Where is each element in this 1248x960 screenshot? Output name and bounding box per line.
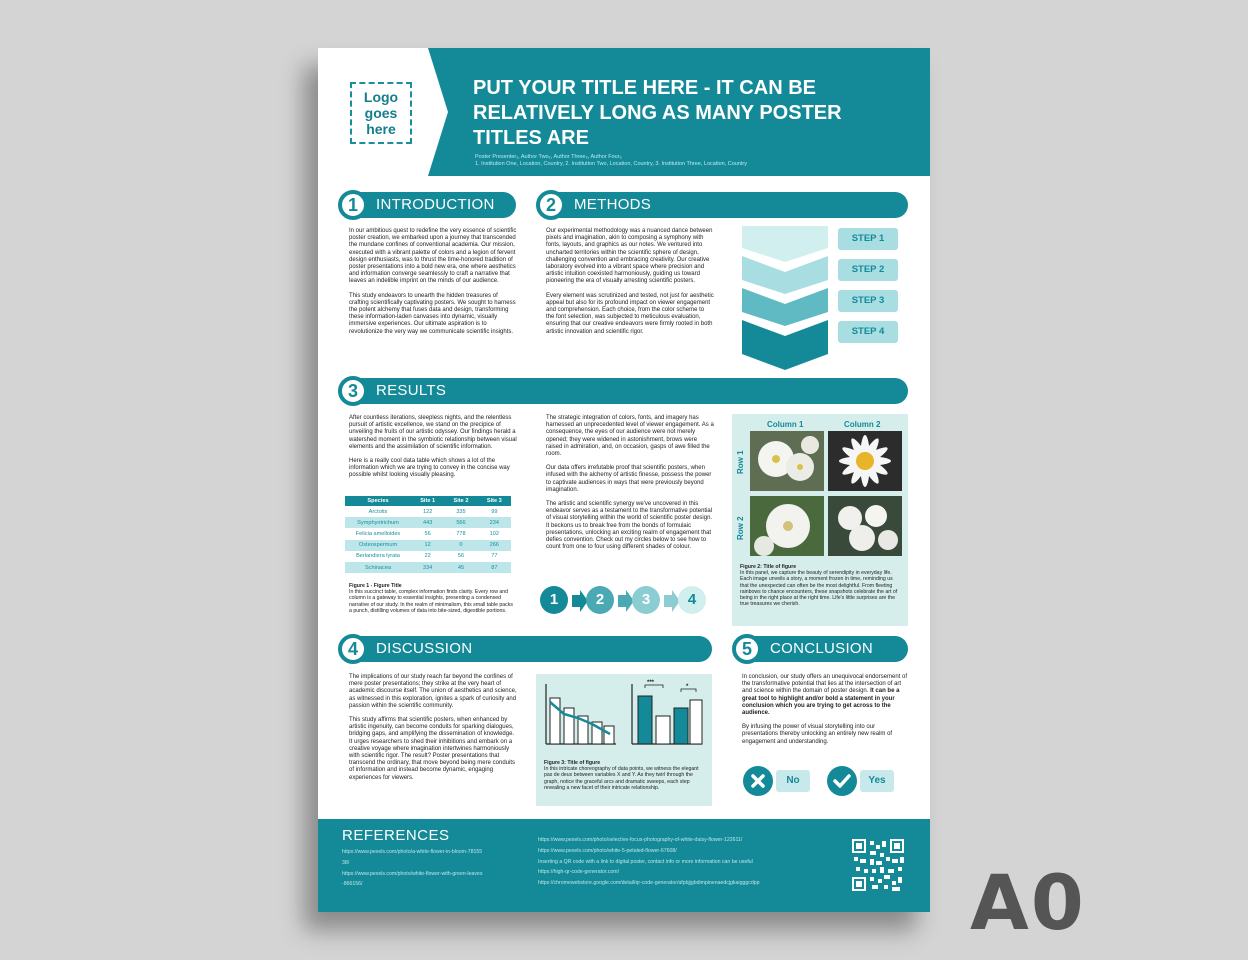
reference-link[interactable]: https://www.pexels.com/photo/selective-focus-photography-of-white-daisy-flower-122611/ — [538, 837, 743, 843]
section-number: 5 — [732, 634, 762, 664]
logo-line-3: here — [366, 121, 396, 137]
section-title: CONCLUSION — [770, 640, 874, 657]
table-cell: 56 — [424, 530, 431, 537]
author-names: Poster Presenter₁, Author Two₂, Author Three₃, Author Four₃ — [475, 154, 622, 160]
table-cell: Schinacea — [345, 562, 411, 573]
section-title: METHODS — [574, 196, 652, 213]
results-text-middle — [546, 415, 714, 558]
table-cell: 443 — [411, 517, 444, 528]
count-circle-4: 4 — [678, 586, 706, 614]
figure-1-title: Figure 1 - Figure Title — [349, 583, 402, 589]
references-footer — [318, 819, 930, 912]
step-1-label: STEP 1 — [838, 228, 898, 250]
significance-marker-1: *** — [647, 680, 655, 686]
logo-placeholder — [350, 82, 412, 144]
yes-label: Yes — [860, 770, 894, 792]
table-cell: 56 — [457, 553, 465, 560]
table-cell: Felicia amelloides — [355, 530, 401, 537]
reference-link[interactable]: https://www.pexels.com/photo/white-5-petaled-flower-67608/ — [538, 847, 677, 854]
step-3-label: STEP 3 — [838, 290, 898, 312]
paragraph: Here is a really cool data table which shows a lot of the information which we are trying to convey in the concise way possible whilst looking visually pleasing. — [349, 458, 510, 479]
section-number: 1 — [338, 190, 368, 220]
section-header-results — [338, 378, 908, 404]
section-number: 3 — [338, 376, 368, 406]
references-heading: REFERENCES — [342, 827, 450, 844]
paragraph: After countless iterations, sleepless nights, and the relentless pursuit of artistic excellence, we stand on the precipice of unveiling the fruits of our artistic odyssey. Our findings herald a watershed moment in the symbiotic relationship between visual elements and the assimilation of scientific information. — [349, 415, 517, 450]
column-1-label: Column 1 — [767, 420, 804, 429]
author-list — [475, 154, 895, 168]
figure-3-caption-text: In this intricate choreography of data points, we witness the elegant pas de deux between variables X and Y. As they twirl through the graph, notice the graceful arcs and dramatic sweeps, each step revealing a new facet of their intricate relationship. — [544, 766, 699, 791]
paragraph — [742, 674, 910, 717]
paragraph: Our experimental methodology was a nuanced dance between pixels and imagination, akin to composing a symphony with fonts, layouts, and graphics as our notes. We ventured into uncharted territories within the scientific sphere of design, challenging convention and embracing creativity. Our creative laboratory evolved into a vibrant space where precision and artistic intuition coexisted harmoniously, guiding us toward pioneering the era of visually arresting scientific posters. — [546, 228, 713, 285]
conclusion-text — [742, 674, 910, 753]
table-cell: 12 — [411, 540, 444, 551]
table-cell: Symphyotrichum — [345, 517, 411, 528]
paragraph: The artistic and scientific synergy we've uncovered in this endeavor serves as a testament to the transformative potential of visual storytelling within the world of scientific poster design. It beckons us to break free from the bonds of formulaic presentations, unlocking an exciting realm of engagement that defies convention. Check out my circles below to see how to count from one to four using different shades of colour. — [546, 501, 713, 551]
step-4-label: STEP 4 — [838, 321, 898, 343]
table-row — [345, 528, 511, 539]
paragraph: The implications of our study reach far beyond the confines of mere poster presentations; they strike at the very heart of academic discourse itself. The union of aesthetics and science, as witnessed in this exploration, ignites a spark of curiosity and passion within the scientific community. — [349, 674, 517, 709]
reference-link[interactable]: https://www.pexels.com/photo/white-flower-with-green-leaves — [342, 870, 483, 877]
species-data-table — [345, 496, 511, 573]
section-header-conclusion — [732, 636, 908, 662]
flower-photo-1 — [750, 431, 824, 491]
table-cell: 0 — [444, 540, 477, 551]
paragraph: Our data offers irrefutable proof that scientific posters, when infused with the alchemy of artistic finesse, possess the power to captivate audiences in ways that were previously beyond imagination. — [546, 465, 712, 493]
section-title: DISCUSSION — [376, 640, 473, 657]
paragraph: In our ambitious quest to redefine the very essence of scientific poster creation, we embarked upon a journey that transcended the mundane confines of conventional academia. Our mission, executed with a vibrant palette of colors and a legion of fervent design enthusiasts, was to thrust the time-honored tradition of poster presentations into a bold new era, one where aesthetics and information converge seamlessly to craft a narrative that leaves an indelible imprint on the minds of our audience. — [349, 228, 517, 285]
table-row — [345, 506, 511, 517]
table-cell: 335 — [456, 508, 466, 515]
table-cell: 122 — [422, 508, 433, 515]
table-cell: Arctotis — [368, 508, 388, 515]
results-text-left — [349, 415, 517, 487]
table-cell: 778 — [456, 530, 466, 537]
reference-link[interactable]: https://chromewebstore.google.com/detail/qr-code-generator/afpbjjgbdimpioenaedcjgkaigggcdpp — [538, 880, 760, 887]
table-cell: 334 — [411, 562, 444, 573]
table-cell: 99 — [491, 508, 498, 515]
table-cell: 266 — [478, 540, 511, 551]
table-cell: 45 — [444, 562, 477, 573]
figure-3-title: Figure 3: Title of figure — [544, 760, 601, 766]
table-cell: 566 — [444, 517, 477, 528]
figure-3-panel — [536, 674, 712, 806]
cross-icon — [743, 766, 773, 796]
table-row — [345, 517, 511, 528]
methods-chevron-graphic — [742, 226, 830, 370]
figure-2-title: Figure 2: Title of figure — [740, 564, 797, 570]
column-header: Site 3 — [478, 496, 511, 506]
section-header-introduction — [338, 192, 516, 218]
logo-line-1: Logo — [363, 89, 399, 105]
figure-1-caption — [349, 583, 515, 614]
column-2-label: Column 2 — [844, 420, 881, 429]
conclusion-highlight: It can be a great tool to highlight and/or bold a statement in your conclusion which you are trying to get across to the audience. — [742, 688, 900, 717]
discussion-text — [349, 674, 517, 789]
table-cell: 102 — [489, 530, 499, 537]
count-circle-2: 2 — [586, 586, 614, 614]
reference-link[interactable]: 38/ — [342, 859, 350, 866]
flower-photo-3 — [750, 496, 824, 556]
section-title: RESULTS — [376, 382, 447, 399]
row-1-label: Row 1 — [736, 450, 745, 474]
section-header-methods — [536, 192, 908, 218]
methods-text — [546, 228, 714, 343]
paragraph: This study affirms that scientific posters, when enhanced by artistic ingenuity, can become conduits for sparking dialogues, bridging gaps, and amplifying the dissemination of knowledge. It urges researchers to shed their inhibitions and embark on a creative voyage where imagination intertwines harmoniously with scientific rigor. The result? Poster presentations that transcend the ordinary, that move beyond being mere conduits of information and instead become dynamic, engaging experiences for viewers. — [349, 717, 515, 781]
reference-link[interactable]: -866156/ — [342, 881, 363, 888]
reference-link[interactable]: https://high-qr-code-generator.com/ — [538, 869, 620, 876]
step-2-label: STEP 2 — [838, 259, 898, 281]
count-circle-3: 3 — [632, 586, 660, 614]
no-label: No — [776, 770, 810, 792]
introduction-text — [349, 228, 517, 343]
references-column-1 — [342, 847, 518, 890]
column-header: Species — [345, 496, 411, 506]
figure-3-charts — [544, 680, 704, 748]
author-affiliations: 1. Institution One, Location, Country, 2. Institution Two, Location, Country, 3. Institution Three, Location, Country — [475, 161, 747, 167]
paragraph: This study endeavors to unearth the hidden treasures of crafting scientifically captivating posters. We sought to harness the potent alchemy that fuses data and design, transforming these information-laden canvases into dynamic, visually immersive experiences. Our ultimate aspiration is to revolutionize the very way we communicate scientific insights. — [349, 292, 516, 335]
qr-code-icon — [852, 839, 904, 891]
poster-header — [318, 48, 930, 176]
logo-line-2: goes — [364, 105, 398, 121]
table-cell: 87 — [478, 562, 511, 573]
figure-3-caption — [544, 760, 708, 791]
reference-link[interactable]: https://www.pexels.com/photo/a-white-flower-in-bloom-78155 — [342, 849, 483, 855]
figure-2-caption-text: In this panel, we capture the beauty of serendipity in everyday life. Each image unveils a story, a moment frozen in time, reminding us that the unexpected can often be the most delightful. From fleeting rainbows to chance encounters, these snapshots celebrate the art of being in the right place at the right time. Life's little surprises are the true treasures we cherish. — [740, 570, 898, 608]
section-number: 2 — [536, 190, 566, 220]
paragraph: Every element was scrutinized and tested, not just for aesthetic appeal but also for its profound impact on viewer engagement and comprehension. Each choice, from the color scheme to the font selection, was subjected to meticulous evaluation, ensuring that our creative endeavors were firmly rooted in both artistic innovation and scientific rigor. — [546, 292, 714, 335]
flower-photo-2 — [828, 431, 902, 491]
poster-title: PUT YOUR TITLE HERE - IT CAN BE RELATIVELY LONG AS MANY POSTER TITLES ARE — [473, 77, 842, 149]
paragraph: The strategic integration of colors, fonts, and imagery has harnessed an unprecedented level of viewer engagement. As a consequence, the eyes of our audience were not merely opened; they were widened in astonishment, brows were raised in admiration, and, on occasion, gasps of awe filled the room. — [546, 415, 714, 458]
column-header: Site 1 — [411, 496, 444, 506]
table-cell: Berlandiera lyrata — [356, 553, 400, 560]
row-2-label: Row 2 — [736, 516, 745, 540]
table-cell: Osteospermum — [345, 540, 411, 551]
figure-2-caption — [740, 564, 902, 607]
paragraph: By infusing the power of visual storytelling into our presentations thereby unlocking an entirely new realm of engagement and understanding. — [742, 724, 893, 745]
section-number: 4 — [338, 634, 368, 664]
table-header-row — [345, 496, 511, 506]
references-column-2 — [538, 835, 838, 889]
format-label: A0 — [970, 858, 1086, 947]
table-row — [345, 551, 511, 562]
section-title: INTRODUCTION — [376, 196, 495, 213]
checkmark-icon — [827, 766, 857, 796]
poster — [318, 48, 930, 912]
conclusion-text-plain: In conclusion, our study offers an unequivocal endorsement of the transformative potential that lies at the intersection of art and science within the domain of poster design. — [742, 674, 907, 695]
section-header-discussion — [338, 636, 712, 662]
column-header: Site 2 — [444, 496, 477, 506]
table-row — [345, 562, 511, 573]
table-cell: 234 — [478, 517, 511, 528]
table-cell: 22 — [424, 553, 431, 560]
reference-note: Inserting a QR code with a link to digital poster, contact info or more information can be useful — [538, 858, 753, 865]
count-circle-1: 1 — [540, 586, 568, 614]
figure-2-panel — [732, 414, 908, 626]
table-row — [345, 540, 511, 551]
figure-1-caption-text: In this succinct table, complex information finds clarity. Every row and column is a gateway to essential insights, presenting a condensed narrative of our study. In the realm of minimalism, this small table packs a punch, distilling volumes of data into bite-sized, digestible portions. — [349, 589, 513, 614]
table-cell: 77 — [491, 553, 498, 560]
significance-marker-2: * — [686, 684, 689, 690]
flower-photo-4 — [828, 496, 902, 556]
